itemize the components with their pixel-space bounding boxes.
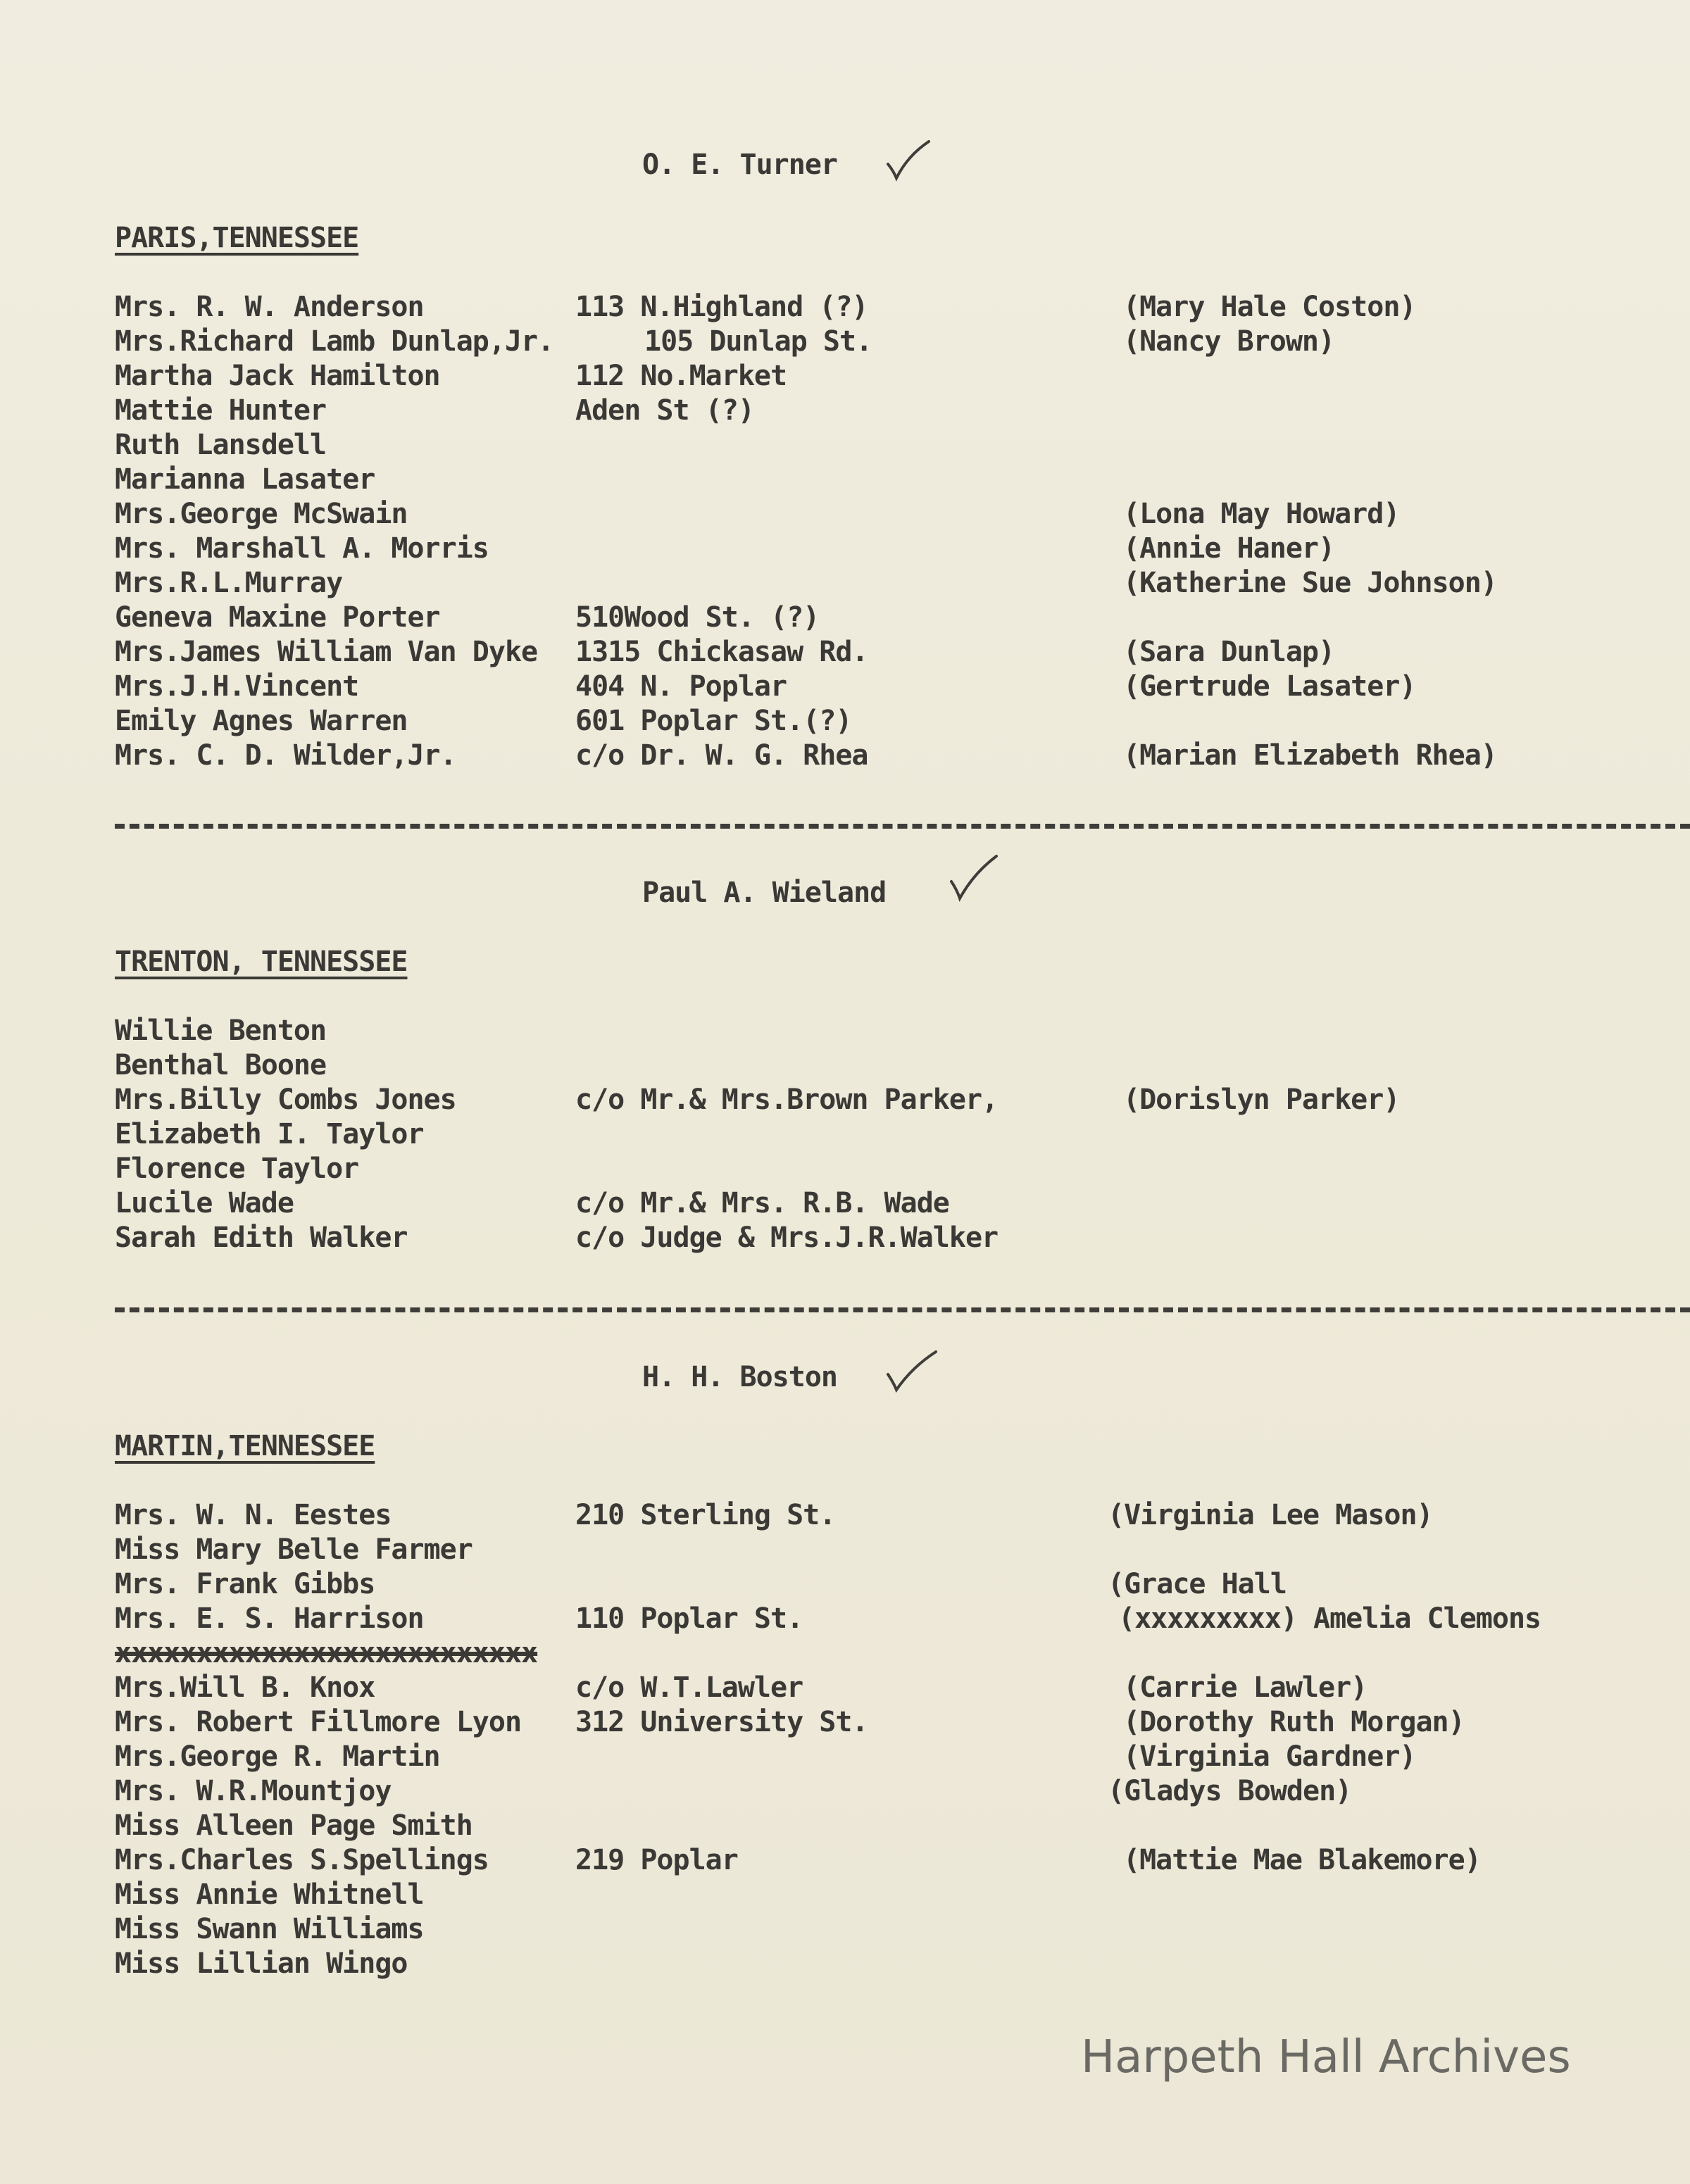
entry-name: Mrs.George McSwain (115, 498, 408, 530)
list-item (115, 670, 1594, 704)
entry-list-paris (115, 290, 1594, 773)
entry-maiden-name: (Mary Hale Coston) (1123, 291, 1416, 323)
entry-address: 219 Poplar (575, 1844, 738, 1876)
list-item (115, 1498, 1594, 1533)
list-item (115, 1809, 1594, 1843)
city-heading-trenton: TRENTON, TENNESSEE (115, 946, 408, 978)
list-item (115, 428, 1594, 463)
entry-name: Miss Alleen Page Smith (115, 1809, 472, 1842)
entry-maiden-name: (xxxxxxxxx) Amelia Clemons (1118, 1602, 1541, 1635)
entry-maiden-name: (Katherine Sue Johnson) (1123, 567, 1497, 599)
entry-name: Miss Annie Whitnell (115, 1878, 424, 1911)
entry-address: 105 Dunlap St. (644, 325, 872, 358)
entry-name: Mrs.J.H.Vincent (115, 670, 359, 703)
entry-name: Miss Swann Williams (115, 1913, 424, 1945)
entry-name: Mrs. E. S. Harrison (115, 1602, 424, 1635)
header-text: Paul A. Wieland (642, 877, 887, 909)
entry-name: Mrs.Richard Lamb Dunlap,Jr. (115, 325, 554, 358)
struck-out-entry: xxxxxxxxxxxxxxxxxxxxxxxxxx (115, 1637, 538, 1669)
entry-name: Martha Jack Hamilton (115, 360, 440, 392)
entry-address: Aden St (?) (575, 394, 754, 427)
list-item (115, 635, 1594, 670)
entry-maiden-name: (Grace Hall (1108, 1568, 1287, 1600)
entry-name: Mrs.Will B. Knox (115, 1671, 375, 1704)
entry-list-trenton (115, 1014, 1594, 1255)
list-item (115, 1947, 1594, 1981)
entry-name: Emily Agnes Warren (115, 705, 408, 737)
entry-maiden-name: (Carrie Lawler) (1123, 1671, 1367, 1704)
list-item (115, 325, 1594, 359)
entry-maiden-name: (Lona May Howard) (1123, 498, 1400, 530)
entry-maiden-name: (Dorislyn Parker) (1123, 1084, 1400, 1116)
entry-maiden-name: (Virginia Gardner) (1123, 1740, 1416, 1773)
list-item (115, 1117, 1594, 1152)
entry-name: Sarah Edith Walker (115, 1222, 408, 1254)
entry-address: 210 Sterling St. (575, 1499, 836, 1531)
list-item (115, 463, 1594, 497)
entry-name: Mrs. Marshall A. Morris (115, 532, 489, 565)
list-item (115, 1636, 1594, 1671)
entry-address: 1315 Chickasaw Rd. (575, 636, 868, 668)
list-item (115, 532, 1594, 566)
list-item (115, 1186, 1594, 1221)
dashed-divider (115, 824, 1690, 829)
entry-name: Willie Benton (115, 1015, 327, 1047)
entry-name: Marianna Lasater (115, 463, 375, 496)
entry-name: Mrs. C. D. Wilder,Jr. (115, 739, 456, 772)
list-item (115, 1878, 1594, 1912)
list-item (115, 1912, 1594, 1947)
city-heading-martin: MARTIN,TENNESSEE (115, 1430, 375, 1462)
entry-address: 404 N. Poplar (575, 670, 787, 703)
entry-address: 112 No.Market (575, 360, 787, 392)
list-item (115, 394, 1594, 428)
entry-name: Mrs. Frank Gibbs (115, 1568, 375, 1600)
entry-maiden-name: (Annie Haner) (1123, 532, 1335, 565)
entry-name: Mrs. Robert Fillmore Lyon (115, 1706, 522, 1738)
list-item (115, 1843, 1594, 1878)
list-item (115, 1740, 1594, 1774)
checkmark-icon (884, 137, 933, 183)
header-text: O. E. Turner (642, 149, 837, 181)
entry-name: Lucile Wade (115, 1187, 294, 1219)
entry-name: Mrs. R. W. Anderson (115, 291, 424, 323)
entry-maiden-name: (Nancy Brown) (1123, 325, 1335, 358)
entry-address: c/o Mr.& Mrs. R.B. Wade (575, 1187, 949, 1219)
dashed-divider (115, 1307, 1690, 1312)
list-item (115, 704, 1594, 739)
header-text: H. H. Boston (642, 1361, 837, 1393)
list-item (115, 1152, 1594, 1186)
list-item (115, 290, 1594, 325)
entry-name: Miss Mary Belle Farmer (115, 1533, 472, 1566)
list-item (115, 1567, 1594, 1602)
list-item (115, 1671, 1594, 1705)
entry-maiden-name: (Marian Elizabeth Rhea) (1123, 739, 1497, 772)
entry-name: Elizabeth I. Taylor (115, 1118, 424, 1150)
entry-name: Mrs.George R. Martin (115, 1740, 440, 1773)
entry-address: 312 University St. (575, 1706, 868, 1738)
list-item (115, 497, 1594, 532)
entry-name: Mrs. W. N. Eestes (115, 1499, 392, 1531)
list-item (115, 1221, 1594, 1255)
entry-address: 113 N.Highland (?) (575, 291, 868, 323)
entry-address: c/o W.T.Lawler (575, 1671, 803, 1704)
list-item (115, 1774, 1594, 1809)
entry-maiden-name: (Mattie Mae Blakemore) (1123, 1844, 1481, 1876)
entry-name: Mattie Hunter (115, 394, 327, 427)
list-item (115, 601, 1594, 635)
entry-list-martin (115, 1498, 1594, 1981)
entry-address: 510Wood St. (?) (575, 601, 820, 634)
archive-watermark: Harpeth Hall Archives (1081, 2031, 1571, 2083)
list-item (115, 1048, 1594, 1083)
list-item (115, 566, 1594, 601)
checkmark-icon (947, 852, 1000, 905)
entry-name: Ruth Lansdell (115, 429, 327, 461)
list-item (115, 359, 1594, 394)
entry-maiden-name: (Sara Dunlap) (1123, 636, 1335, 668)
entry-maiden-name: (Virginia Lee Mason) (1108, 1499, 1433, 1531)
entry-address: 601 Poplar St.(?) (575, 705, 852, 737)
list-item (115, 1014, 1594, 1048)
entry-maiden-name: (Gertrude Lasater) (1123, 670, 1416, 703)
entry-name: Mrs.James William Van Dyke (115, 636, 538, 668)
entry-name: Florence Taylor (115, 1153, 359, 1185)
section-header-boston (642, 1360, 837, 1395)
entry-name: Mrs. W.R.Mountjoy (115, 1775, 392, 1807)
list-item (115, 739, 1594, 773)
entry-name: Benthal Boone (115, 1049, 327, 1081)
list-item (115, 1602, 1594, 1636)
list-item (115, 1533, 1594, 1567)
entry-address: 110 Poplar St. (575, 1602, 803, 1635)
entry-name: Mrs.Charles S.Spellings (115, 1844, 489, 1876)
entry-address: c/o Dr. W. G. Rhea (575, 739, 868, 772)
entry-name: Miss Lillian Wingo (115, 1947, 408, 1980)
section-header-turner (642, 148, 837, 182)
entry-maiden-name: (Dorothy Ruth Morgan) (1123, 1706, 1465, 1738)
list-item (115, 1705, 1594, 1740)
section-header-wieland (642, 876, 886, 910)
entry-maiden-name: (Gladys Bowden) (1108, 1775, 1352, 1807)
checkmark-icon (884, 1346, 940, 1395)
entry-name: Mrs.Billy Combs Jones (115, 1084, 456, 1116)
entry-address: c/o Mr.& Mrs.Brown Parker, (575, 1084, 999, 1116)
entry-name: Geneva Maxine Porter (115, 601, 440, 634)
entry-name: Mrs.R.L.Murray (115, 567, 343, 599)
list-item (115, 1083, 1594, 1117)
entry-address: c/o Judge & Mrs.J.R.Walker (575, 1222, 999, 1254)
city-heading-paris: PARIS,TENNESSEE (115, 222, 359, 254)
